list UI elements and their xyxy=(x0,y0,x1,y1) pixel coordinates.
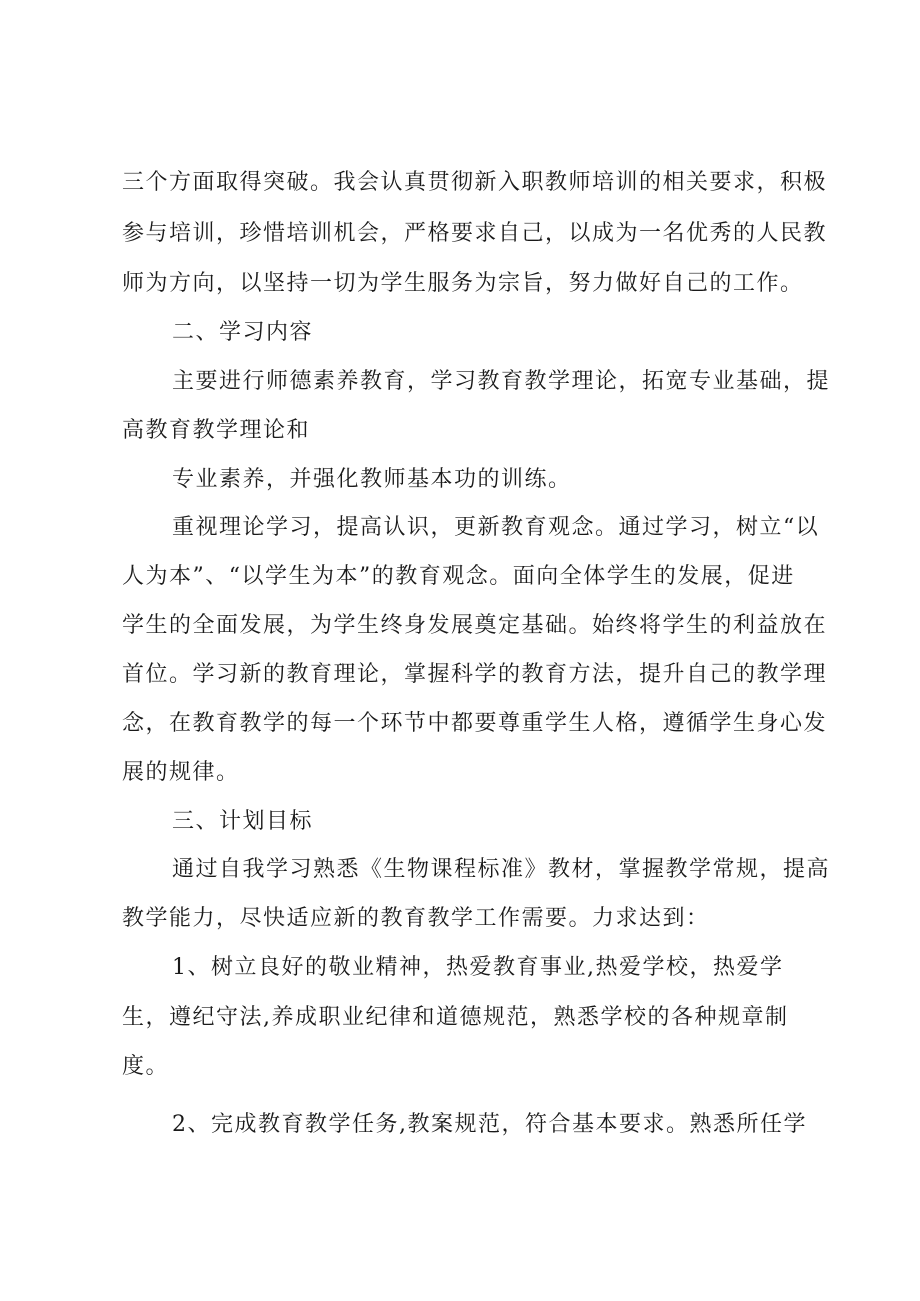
text-line: 通过自我学习熟悉《生物课程标准》教材，掌握教学常规，提高 xyxy=(172,857,831,882)
list-item: 1、树立良好的敬业精神，热爱教育事业,热爱学校，热爱学 xyxy=(172,955,784,980)
text-line: 参与培训，珍惜培训机会，严格要求自己，以成为一名优秀的人民教 xyxy=(122,221,828,246)
text-line: 师为方向，以坚持一切为学生服务为宗旨，努力做好自己的工作。 xyxy=(122,271,804,296)
text-line: 学生的全面发展，为学生终身发展奠定基础。始终将学生的利益放在 xyxy=(122,613,828,638)
section-heading: 二、学习内容 xyxy=(172,320,314,345)
section-heading: 三、计划目标 xyxy=(172,809,314,834)
text-line: 展的规律。 xyxy=(122,760,240,785)
text-line: 主要进行师德素养教育，学习教育教学理论，拓宽专业基础，提 xyxy=(172,369,831,394)
text-line: 高教育教学理论和 xyxy=(122,418,311,443)
text-line: 人为本”、“以学生为本”的教育观念。面向全体学生的发展，促进 xyxy=(122,564,795,589)
list-item: 2、完成教育教学任务,教案规范，符合基本要求。熟悉所任学 xyxy=(172,1112,807,1137)
text-line: 专业素养，并强化教师基本功的训练。 xyxy=(172,467,572,492)
text-line: 念，在教育教学的每一个环节中都要尊重学生人格，遵循学生身心发 xyxy=(122,711,828,736)
text-line: 重视理论学习，提高认识，更新教育观念。通过学习，树立“以 xyxy=(172,515,820,540)
text-line: 生，遵纪守法,养成职业纪律和道德规范，熟悉学校的各种规章制 xyxy=(122,1005,789,1030)
text-line: 度。 xyxy=(122,1054,170,1079)
text-line: 首位。学习新的教育理论，掌握科学的教育方法，提升自己的教学理 xyxy=(122,662,828,687)
text-line: 教学能力，尽快适应新的教育教学工作需要。力求达到： xyxy=(122,906,710,931)
text-line: 三个方面取得突破。我会认真贯彻新入职教师培训的相关要求，积极 xyxy=(122,170,828,195)
